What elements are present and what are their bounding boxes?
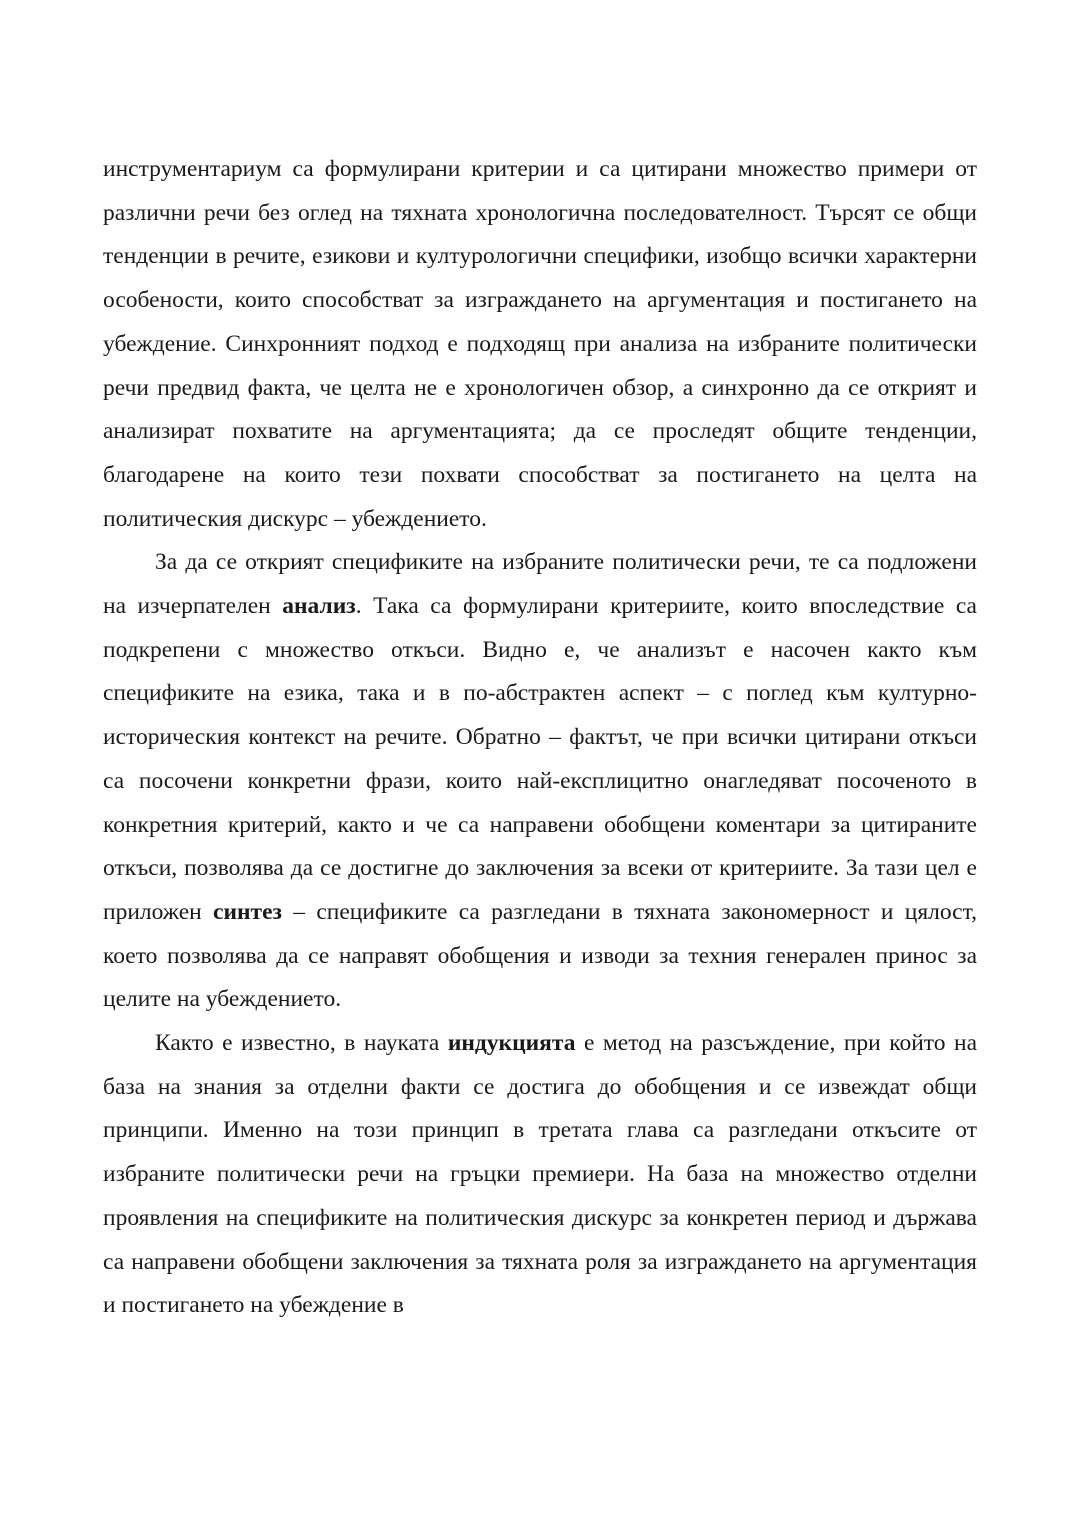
paragraph-2-text-b: . Така са формулирани критериите, които впоследствие са подкрепени с множество откъси. Видно е, че анализът е насочен както към спецификите на езика, така и в по-абстрактен аспект – с поглед към културно-историческия контекст на речите. Обратно – фактът, че при всички цитирани откъси са посочени конкретни фрази, които най-експлицитно онагледяват посоченото в конкретния критерий, както и че са направени обобщени коментари за цитираните откъси, позволява да се достигне до заключения за всеки от критериите. За тази цел е приложен xyxy=(103,593,977,925)
term-analysis: анализ xyxy=(282,593,356,620)
paragraph-3-text-b: е метод на разсъждение, при който на база на знания за отделни факти се достига до обобщения и се извеждат общи принципи. Именно на този принцип в третата глава са разгледани откъсите от избраните политически речи на гръцки премиери. На база на множество отделни проявления на спецификите на политическия дискурс за конкретен период и държава са направени обобщени заключения за тяхната роля за изграждането на аргументация и постигането на убеждение в xyxy=(103,1030,978,1319)
paragraph-1-text: инструментариум са формулирани критерии и са цитирани множество примери от различни речи без оглед на тяхната хронологична последователност. Търсят се общи тенденции в речите, езикови и културологични специфики, изобщо всички характерни особености, които способстват за изграждането на аргументация и постигането на убеждение. Синхронният подход е подходящ при анализа на избраните политически речи предвид факта, че целта не е хронологичен обзор, а синхронно да се открият и анализират похватите на аргументацията; да се проследят общите тенденции, благодарене на които тези похвати способстват за постигането на целта на политическия дискурс – убеждението. xyxy=(103,156,977,532)
document-page xyxy=(103,148,977,1328)
term-synthesis: синтез xyxy=(213,898,282,925)
paragraph-2-text-c: – спецификите са разгледани в тяхната закономерност и цялост, което позволява да се направят обобщения и изводи за техния генерален принос за целите на убеждението. xyxy=(103,898,977,1013)
paragraph-2 xyxy=(103,541,977,1022)
paragraph-1 xyxy=(103,148,977,541)
paragraph-3-text-a: Както е известно, в науката xyxy=(155,1030,448,1057)
term-induction: индукцията xyxy=(447,1030,576,1057)
paragraph-2-text-a: За да се открият спецификите на избраните политически речи, те са подложени на изчерпателен xyxy=(103,549,977,620)
paragraph-3 xyxy=(103,1022,977,1328)
